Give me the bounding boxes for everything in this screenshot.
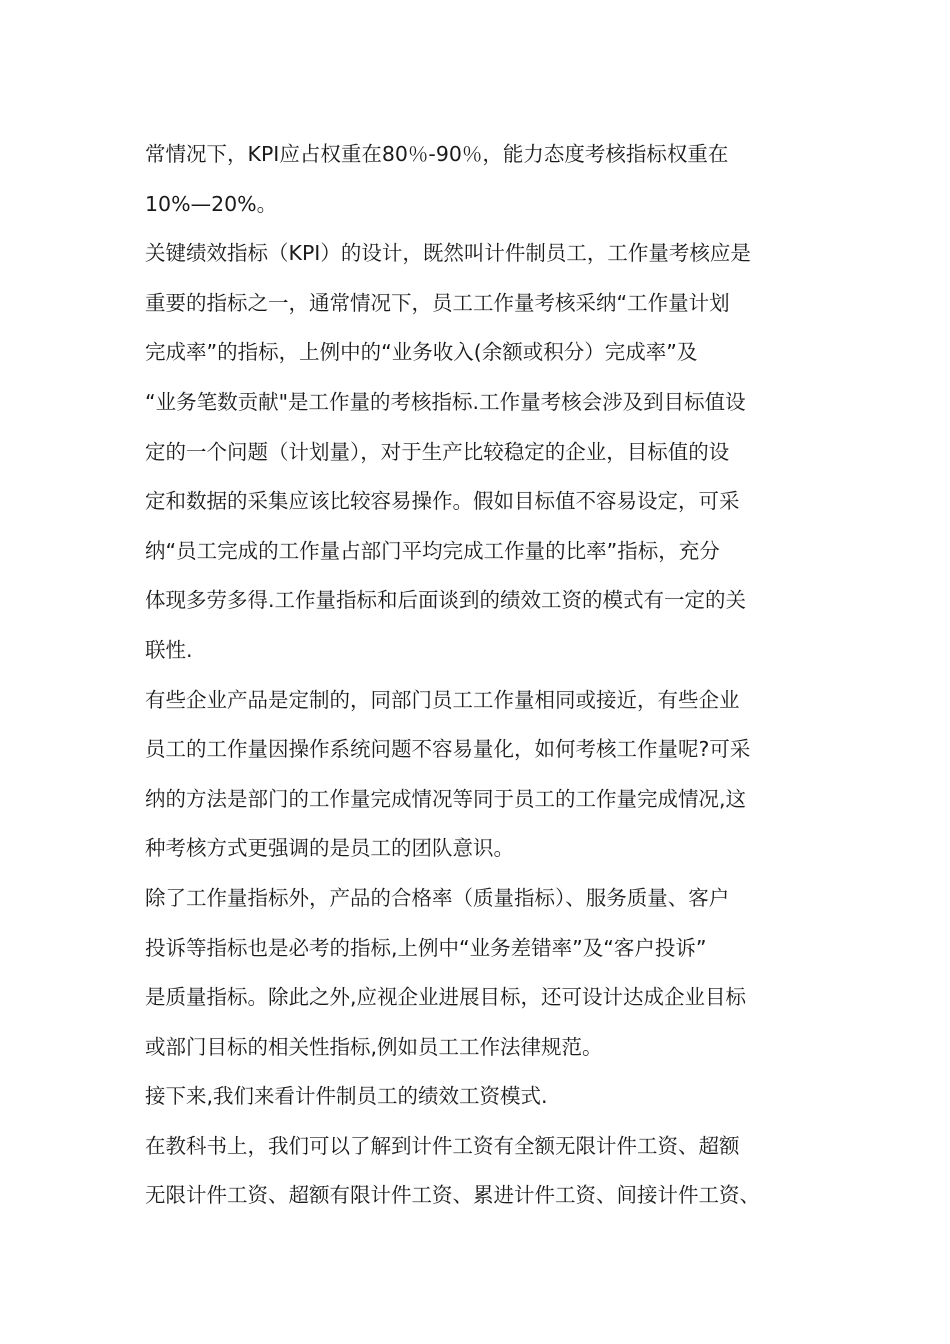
text-line: 重要的指标之一，通常情况下，员工工作量考核采纳“工作量计划 — [145, 290, 730, 315]
text-line: 完成率”的指标，上例中的“业务收入(余额或积分）完成率”及 — [145, 340, 698, 365]
text-line: 或部门目标的相关性指标,例如员工工作法律规范。 — [145, 1034, 603, 1059]
text-line: 投诉等指标也是必考的指标,上例中“业务差错率”及“客户投诉” — [145, 935, 707, 960]
text-line: 种考核方式更强调的是员工的团队意识。 — [145, 836, 514, 861]
text-line: 定和数据的采集应该比较容易操作。假如目标值不容易设定，可采 — [145, 489, 740, 514]
text-line: 有些企业产品是定制的，同部门员工工作量相同或接近，有些企业 — [145, 687, 740, 712]
text-line: 常情况下，KPI应占权重在80％-90％，能力态度考核指标权重在 — [145, 142, 729, 166]
text-line: 联性. — [145, 637, 193, 662]
text-line: 员工的工作量因操作系统问题不容易量化，如何考核工作量呢?可采 — [145, 737, 751, 762]
text-line: 除了工作量指标外，产品的合格率（质量指标）、服务质量、客户 — [145, 885, 730, 910]
text-line: 纳“员工完成的工作量占部门平均完成工作量的比率”指标，充分 — [145, 538, 720, 563]
text-line: 在教科书上，我们可以了解到计件工资有全额无限计件工资、超额 — [145, 1133, 740, 1158]
text-line: 关键绩效指标（KPI）的设计，既然叫计件制员工，工作量考核应是 — [145, 241, 751, 266]
text-line: 纳的方法是部门的工作量完成情况等同于员工的工作量完成情况,这 — [145, 786, 747, 811]
text-line: 体现多劳多得.工作量指标和后面谈到的绩效工资的模式有一定的关 — [145, 588, 747, 613]
text-line: 是质量指标。除此之外,应视企业进展目标，还可设计达成企业目标 — [145, 985, 747, 1010]
document-body — [145, 130, 825, 1221]
text-line: “业务笔数贡献"是工作量的考核指标.工作量考核会涉及到目标值设 — [145, 389, 746, 414]
text-line: 定的一个问题（计划量），对于生产比较稳定的企业，目标值的设 — [145, 439, 730, 464]
text-line: 接下来,我们来看计件制员工的绩效工资模式. — [145, 1084, 548, 1109]
text-line: 无限计件工资、超额有限计件工资、累进计件工资、间接计件工资、 — [145, 1183, 760, 1208]
text-line: 10%—20%。 — [145, 191, 278, 216]
